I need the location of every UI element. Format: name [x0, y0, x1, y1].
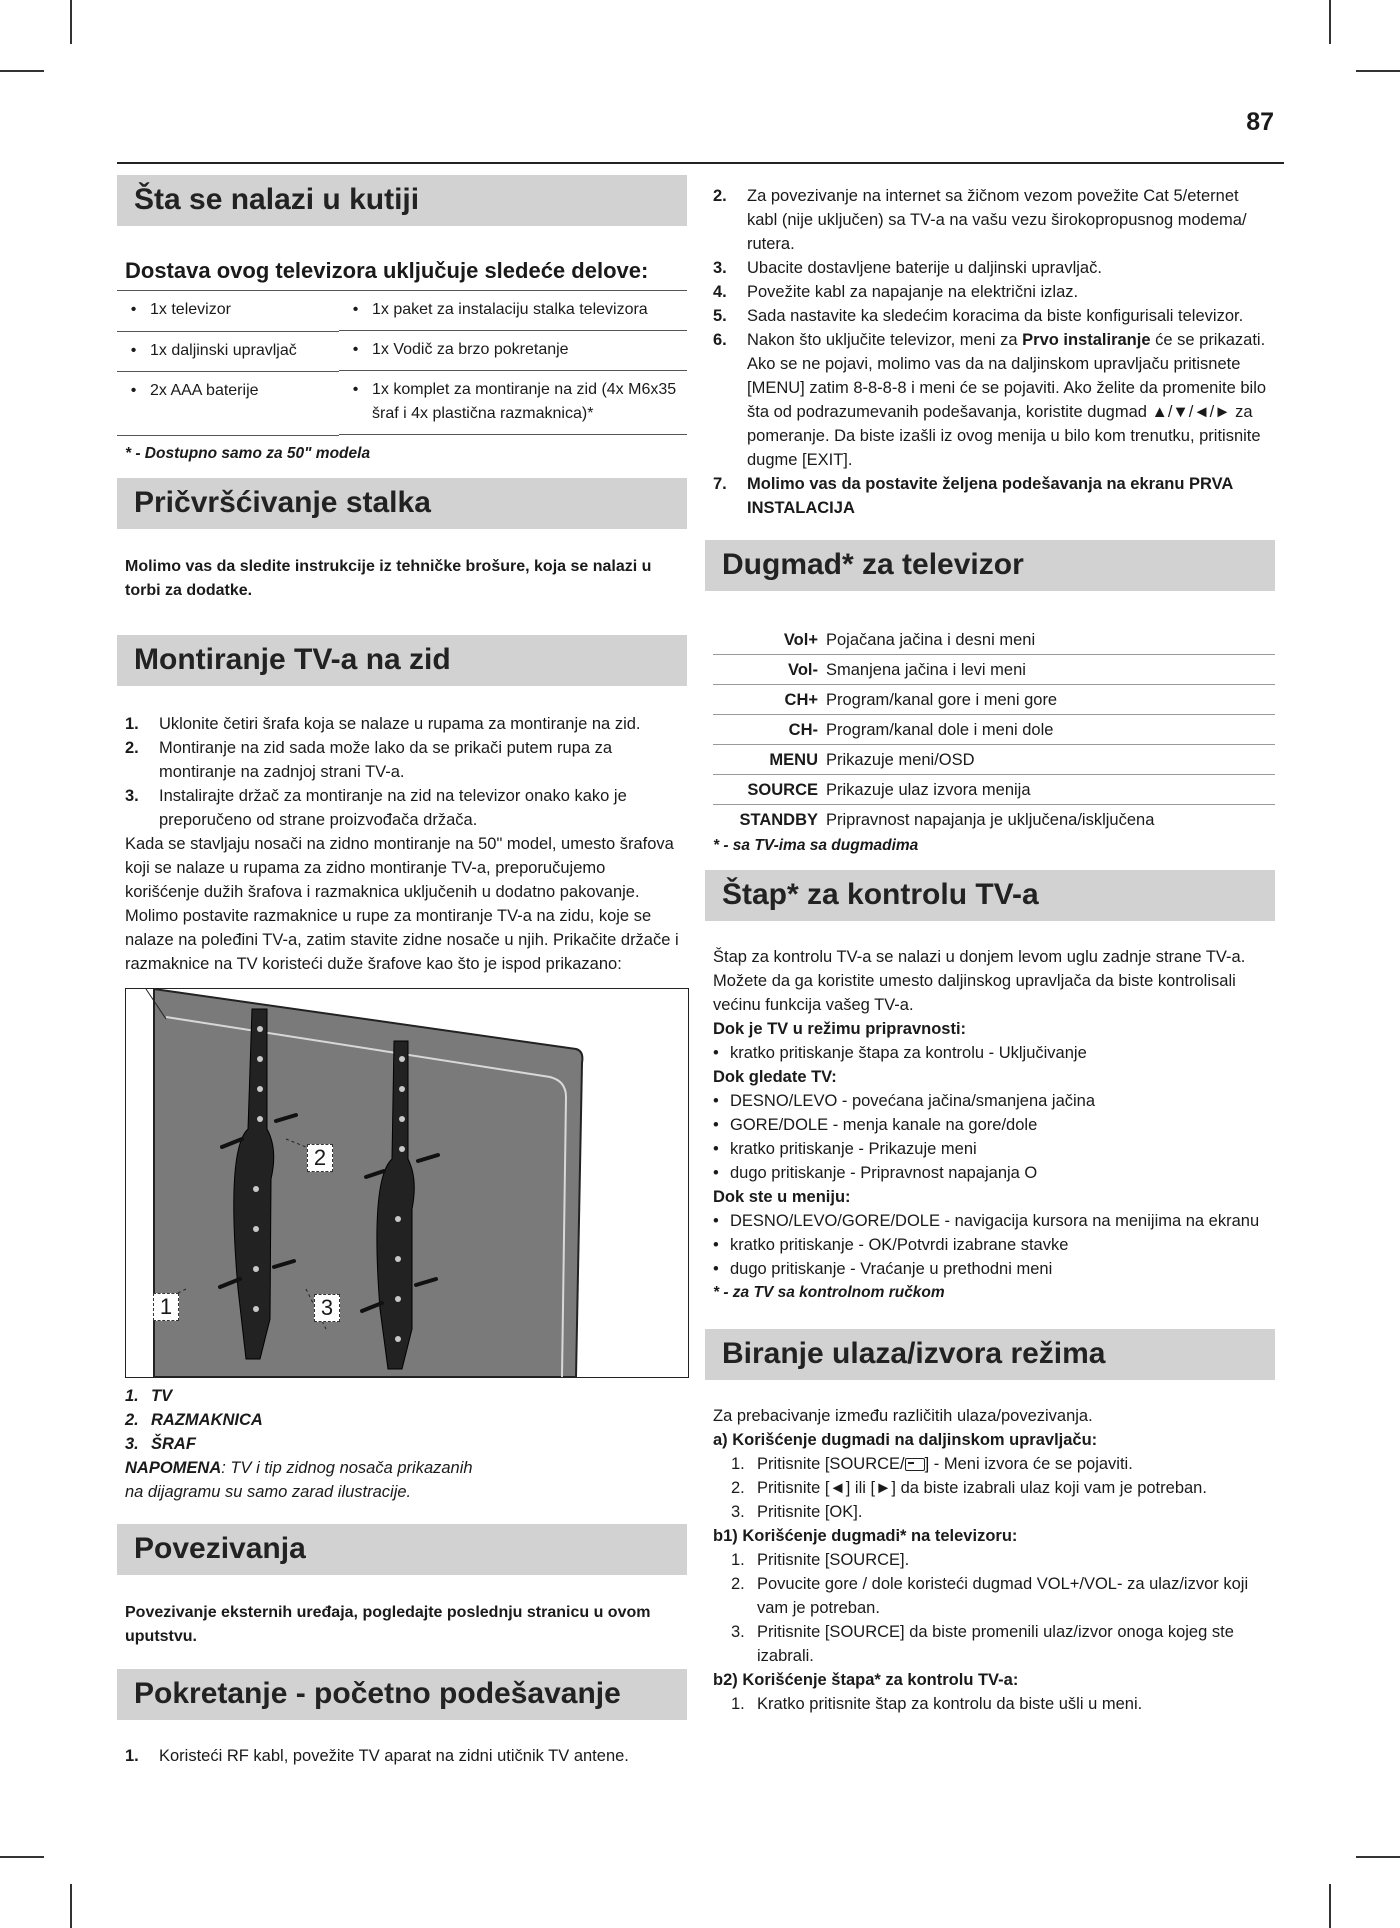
wall-mount-paragraph: Kada se stavljaju nosači na zidno montiranje na 50" model, umesto šrafova koji se nalaze u rupama za zidno montiranje TV-a, preporučujemo korišćenje dužih šrafova i razmaknica uključenih u dodatno pakovanje. Molimo postavite razmaknice u rupe za montiranje TV-a na zidu, koje se nalaze na poleđini TV-a, zatim stavite zidne nosače u njih. Prikačite držače i razmaknice na TV koristeći duže šrafove kao što je ispod prikazano:: [125, 834, 679, 973]
table-row: • 1x televizor • 1x paket za instalaciju stalka televizora: [117, 291, 687, 332]
menu-heading: Dok ste u meniju:: [713, 1188, 851, 1206]
standby-heading: Dok je TV u režimu pripravnosti:: [713, 1020, 967, 1038]
crop-mark: [70, 0, 72, 44]
diagram-note: NAPOMENA: TV i tip zidnog nosača prikazanih na dijagramu su samo zarad ilustracije.: [125, 1458, 473, 1501]
right-column: [705, 184, 1275, 1716]
box-contents-table: [117, 290, 687, 436]
box-item: 1x paket za instalaciju stalka televizora: [372, 301, 648, 318]
list-item: 1. Uklonite četiri šrafa koja se nalaze u rupama za montiranje na zid.: [125, 714, 641, 733]
tv-buttons-heading: b1) Korišćenje dugmadi* na televizoru:: [713, 1527, 1018, 1545]
list-item: 1. TV: [125, 1386, 173, 1405]
left-column: [117, 175, 687, 1768]
wall-mount-illustration: [126, 989, 688, 1377]
table-row: MENU Prikazuje meni/OSD: [713, 745, 1275, 775]
diagram-legend: [117, 1384, 687, 1456]
box-item: 2x AAA baterije: [150, 381, 259, 399]
setup-steps: [117, 1744, 687, 1768]
list-item: 1. Kratko pritisnite štap za kontrolu da biste ušli u meni.: [731, 1695, 1143, 1713]
list-item: 2. Povucite gore / dole koristeći dugmad VOL+/VOL- za ulaz/izvor koji vam je potreban.: [731, 1575, 1249, 1617]
page-number: 87: [1246, 108, 1274, 136]
callout-3: 3: [314, 1294, 340, 1322]
table-row: SOURCE Prikazuje ulaz izvora menija: [713, 775, 1275, 805]
tv-buttons-note: * - sa TV-ima sa dugmadima: [713, 837, 919, 854]
list-item: • DESNO/LEVO - povećana jačina/smanjena jačina: [713, 1092, 1096, 1110]
callout-2: 2: [307, 1144, 333, 1172]
list-item: 1. Koristeći RF kabl, povežite TV aparat na zidni utičnik TV antene.: [125, 1746, 629, 1765]
control-stick-intro: Štap za kontrolu TV-a se nalazi u donjem levom uglu zadnje strane TV-a. Možete da ga koristite umesto daljinskog upravljača da biste kontrolisali većinu funkcija vašeg TV-a.: [713, 948, 1246, 1014]
section-title-control-stick: Štap* za kontrolu TV-a: [705, 870, 1275, 921]
list-item: 1. Pritisnite [SOURCE/ ] - Meni izvora će se pojaviti.: [731, 1455, 1133, 1473]
list-item: 3. ŠRAF: [125, 1434, 196, 1453]
setup-steps-continued: [705, 184, 1275, 520]
table-row: • 1x daljinski upravljač • 1x Vodič za brzo pokretanje: [117, 331, 687, 371]
stick-steps: [705, 1692, 1275, 1716]
list-item: • DESNO/LEVO/GORE/DOLE - navigacija kursora na menijima na ekranu: [713, 1212, 1260, 1230]
control-stick-note: * - za TV sa kontrolnom ručkom: [713, 1284, 945, 1301]
crop-mark: [1356, 70, 1400, 72]
list-item: • kratko pritiskanje - Prikazuje meni: [713, 1140, 977, 1158]
watching-heading: Dok gledate TV:: [713, 1068, 837, 1086]
wall-mount-diagram: [125, 988, 689, 1378]
section-title-tv-buttons: Dugmad* za televizor: [705, 540, 1275, 591]
list-item: 3. Pritisnite [OK].: [731, 1503, 863, 1521]
list-item: 3. Pritisnite [SOURCE] da biste promenili ulaz/izvor onoga kojeg ste izabrali.: [731, 1623, 1234, 1665]
box-contents-subheading: Dostava ovog televizora uključuje sledeće delove:: [125, 258, 649, 283]
crop-mark: [70, 1884, 72, 1928]
box-item: 1x komplet za montiranje na zid (4x M6x35 šraf i 4x plastična razmaknica)*: [372, 381, 677, 422]
list-item: 2. Za povezivanje na internet sa žičnom vezom povežite Cat 5/eternet kabl (nije uključen) sa TV-a na vašu vezu širokopropusnog modema/ rutera.: [713, 187, 1247, 253]
standby-list: [705, 1041, 1275, 1065]
watching-list: [705, 1089, 1275, 1185]
crop-mark: [1329, 1884, 1331, 1928]
connections-text: Povezivanje eksternih uređaja, pogledajte poslednju stranicu u ovom uputstvu.: [125, 1603, 651, 1645]
list-item: 5. Sada nastavite ka sledećim koracima da biste konfigurisali televizor.: [713, 307, 1244, 325]
list-item: 2. Montiranje na zid sada može lako da se prikači putem rupa za montiranje na zadnjoj strani TV-a.: [125, 738, 613, 781]
list-item: 6. Nakon što uključite televizor, meni za Prvo instaliranje će se prikazati. Ako se ne pojavi, molimo vas da na daljinskom upravljaču pritisnete [MENU] zatim 8-8-8-8 i meni će se pojaviti. Ako želite da promenite bilo šta od podrazumevanih podešavanja, koristite dugmad ▲/▼/◄/► za pomeranje. Da biste izašli iz ovog menija u bilo kom trenutku, pritisnite dugme [EXIT].: [713, 331, 1267, 469]
table-row: CH+ Program/kanal gore i meni gore: [713, 685, 1275, 715]
stick-heading: b2) Korišćenje štapa* za kontrolu TV-a:: [713, 1671, 1019, 1689]
list-item: 3. Ubacite dostavljene baterije u daljinski upravljač.: [713, 259, 1102, 277]
crop-mark: [1329, 0, 1331, 44]
section-title-connections: Povezivanja: [117, 1524, 687, 1575]
list-item: 2. RAZMAKNICA: [125, 1410, 263, 1429]
source-icon: [905, 1458, 925, 1471]
section-title-stand: Pričvršćivanje stalka: [117, 478, 687, 529]
section-title-wall-mount: Montiranje TV-a na zid: [117, 635, 687, 686]
section-title-initial-setup: Pokretanje - početno podešavanje: [117, 1669, 687, 1720]
header-rule: [117, 162, 1284, 164]
list-item: 4. Povežite kabl za napajanje na električni izlaz.: [713, 283, 1079, 301]
callout-1: 1: [153, 1293, 179, 1321]
tv-buttons-table: [713, 625, 1275, 834]
table-row: Vol+ Pojačana jačina i desni meni: [713, 625, 1275, 655]
table-row: CH- Program/kanal dole i meni dole: [713, 715, 1275, 745]
box-item: 1x daljinski upravljač: [150, 341, 297, 359]
section-title-box-contents: Šta se nalazi u kutiji: [117, 175, 687, 226]
table-row: Vol- Smanjena jačina i levi meni: [713, 655, 1275, 685]
crop-mark: [1356, 1856, 1400, 1858]
remote-heading: a) Korišćenje dugmadi na daljinskom upravljaču:: [713, 1431, 1098, 1449]
input-intro: Za prebacivanje između različitih ulaza/povezivanja.: [713, 1407, 1093, 1425]
menu-list: [705, 1209, 1275, 1281]
section-title-input-select: Biranje ulaza/izvora režima: [705, 1329, 1275, 1380]
table-row: STANDBY Pripravnost napajanja je uključena/isključena: [739, 811, 1155, 829]
stand-instructions: Molimo vas da sledite instrukcije iz tehničke brošure, koja se nalazi u torbi za dodatke.: [125, 557, 652, 599]
list-item: 2. Pritisnite [◄] ili [►] da biste izabrali ulaz koji vam je potreban.: [731, 1479, 1207, 1497]
crop-mark: [0, 70, 44, 72]
list-item: • kratko pritiskanje štapa za kontrolu - Uključivanje: [713, 1044, 1087, 1062]
list-item: • GORE/DOLE - menja kanale na gore/dole: [713, 1116, 1038, 1134]
list-item: 3. Instalirajte držač za montiranje na zid na televizor onako kako je preporučeno od strane proizvođača držača.: [125, 786, 627, 829]
crop-mark: [0, 1856, 44, 1858]
list-item: • dugo pritiskanje - Pripravnost napajanja O: [713, 1164, 1038, 1182]
tv-buttons-steps: [705, 1548, 1275, 1668]
box-item: 1x Vodič za brzo pokretanje: [372, 341, 569, 358]
wall-mount-steps: [117, 712, 687, 832]
list-item: 7. Molimo vas da postavite željena podešavanja na ekranu PRVA INSTALACIJA: [713, 475, 1233, 517]
box-item: 1x televizor: [150, 301, 231, 318]
list-item: • kratko pritiskanje - OK/Potvrdi izabrane stavke: [713, 1236, 1069, 1254]
list-item: 1. Pritisnite [SOURCE].: [731, 1551, 910, 1569]
box-contents-note: * - Dostupno samo za 50" modela: [125, 444, 371, 462]
remote-steps: [705, 1452, 1275, 1524]
table-row: • 2x AAA baterije • 1x komplet za montiranje na zid (4x M6x35 šraf i 4x plastična razmaknica)*: [117, 371, 687, 435]
list-item: • dugo pritiskanje - Vraćanje u prethodni meni: [713, 1260, 1053, 1278]
